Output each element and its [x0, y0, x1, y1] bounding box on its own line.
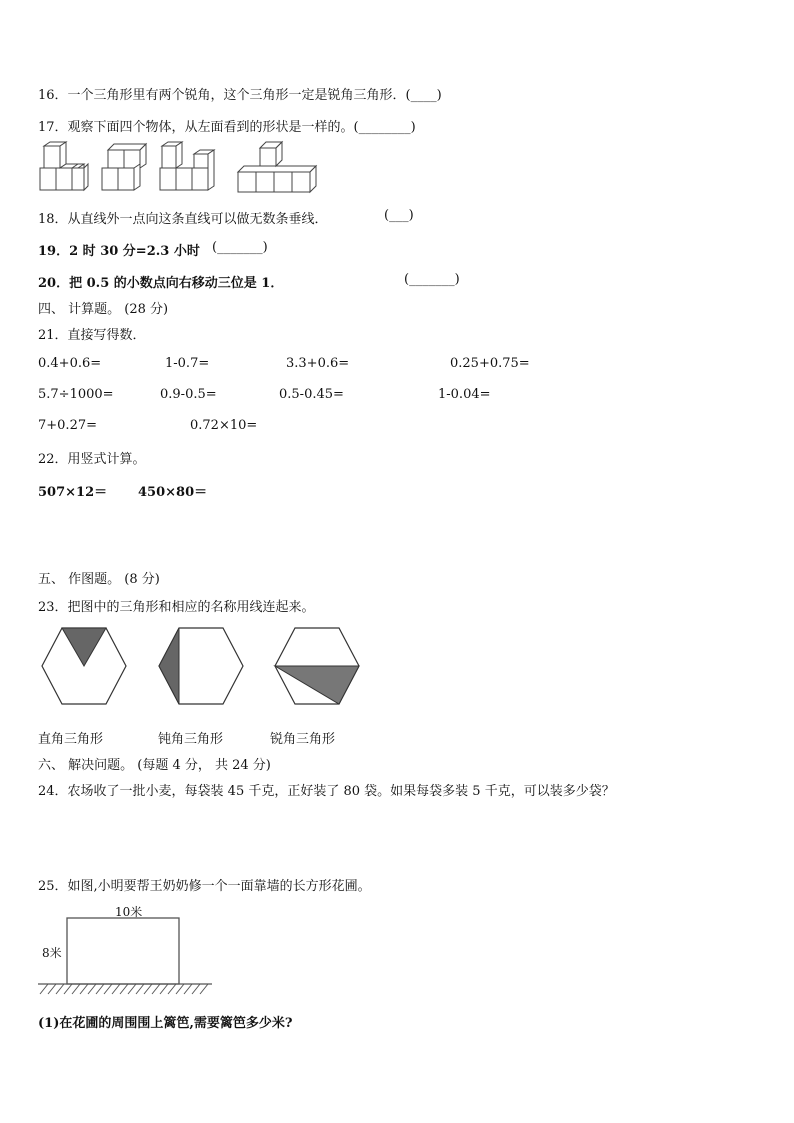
section-4-heading: 四、 计算题。 (28 分): [38, 302, 169, 317]
question-16: 16．一个三角形里有两个锐角，这个三角形一定是锐角三角形．(____): [38, 88, 442, 103]
cube-figure-4: [238, 142, 316, 192]
calc-item: 0.72×10=: [190, 418, 258, 433]
calc-item: 0.4+0.6=: [38, 356, 102, 371]
calc-item: 3.3+0.6=: [286, 356, 350, 371]
vertical-calc-item: 507×12＝: [38, 485, 108, 500]
vertical-calc-item: 450×80＝: [138, 485, 208, 500]
question-24: 24．农场收了一批小麦，每袋装 45 千克，正好装了 80 袋。如果每袋多装 5 千克，可以装多少袋？: [38, 784, 615, 799]
cube-figures: [38, 142, 328, 197]
cube-figure-2: [102, 144, 146, 190]
question-25-sub-1: (1)在花圃的周围围上篱笆,需要篱笆多少米?: [38, 1016, 293, 1031]
calc-item: 0.9-0.5=: [160, 387, 217, 402]
calc-item: 1-0.04=: [438, 387, 491, 402]
hexagon-triangle-2: [157, 626, 245, 706]
answer-blank-20[interactable]: (_______): [404, 272, 460, 287]
answer-blank-19[interactable]: (_______): [212, 240, 268, 255]
question-18: 18．从直线外一点向这条直线可以做无数条垂线．: [38, 212, 328, 227]
triangle-name-obtuse: 钝角三角形: [158, 732, 224, 747]
section-6-heading: 六、 解决问题。 (每题 4 分， 共 24 分): [38, 758, 271, 773]
hexagon-triangle-3: [273, 626, 361, 706]
calc-item: 0.5-0.45=: [279, 387, 344, 402]
question-19: 19．2 时 30 分=2.3 小时: [38, 244, 200, 259]
triangle-name-right: 直角三角形: [38, 732, 104, 747]
calc-item: 5.7÷1000=: [38, 387, 114, 402]
question-25: 25．如图,小明要帮王奶奶修一个一面靠墙的长方形花圃。: [38, 879, 371, 894]
garden-width-label: 10米: [115, 905, 143, 919]
hexagon-triangle-1: [40, 626, 128, 706]
question-20: 20．把 0.5 的小数点向右移动三位是 1．: [38, 276, 284, 291]
garden-diagram: [36, 916, 216, 996]
calc-item: 1-0.7=: [165, 356, 210, 371]
calc-item: 7+0.27=: [38, 418, 98, 433]
question-17: 17．观察下面四个物体，从左面看到的形状是一样的。(________): [38, 120, 416, 135]
answer-blank-18[interactable]: (___): [384, 208, 414, 223]
garden-height-label: 8米: [42, 946, 62, 960]
cube-figure-1: [40, 142, 88, 190]
triangle-name-acute: 锐角三角形: [270, 732, 336, 747]
question-21: 21．直接写得数．: [38, 328, 146, 343]
question-22: 22．用竖式计算。: [38, 452, 146, 467]
calc-item: 0.25+0.75=: [450, 356, 530, 371]
section-5-heading: 五、 作图题。 (8 分): [38, 572, 160, 587]
question-23: 23．把图中的三角形和相应的名称用线连起来。: [38, 600, 315, 615]
cube-figure-3: [160, 142, 214, 190]
